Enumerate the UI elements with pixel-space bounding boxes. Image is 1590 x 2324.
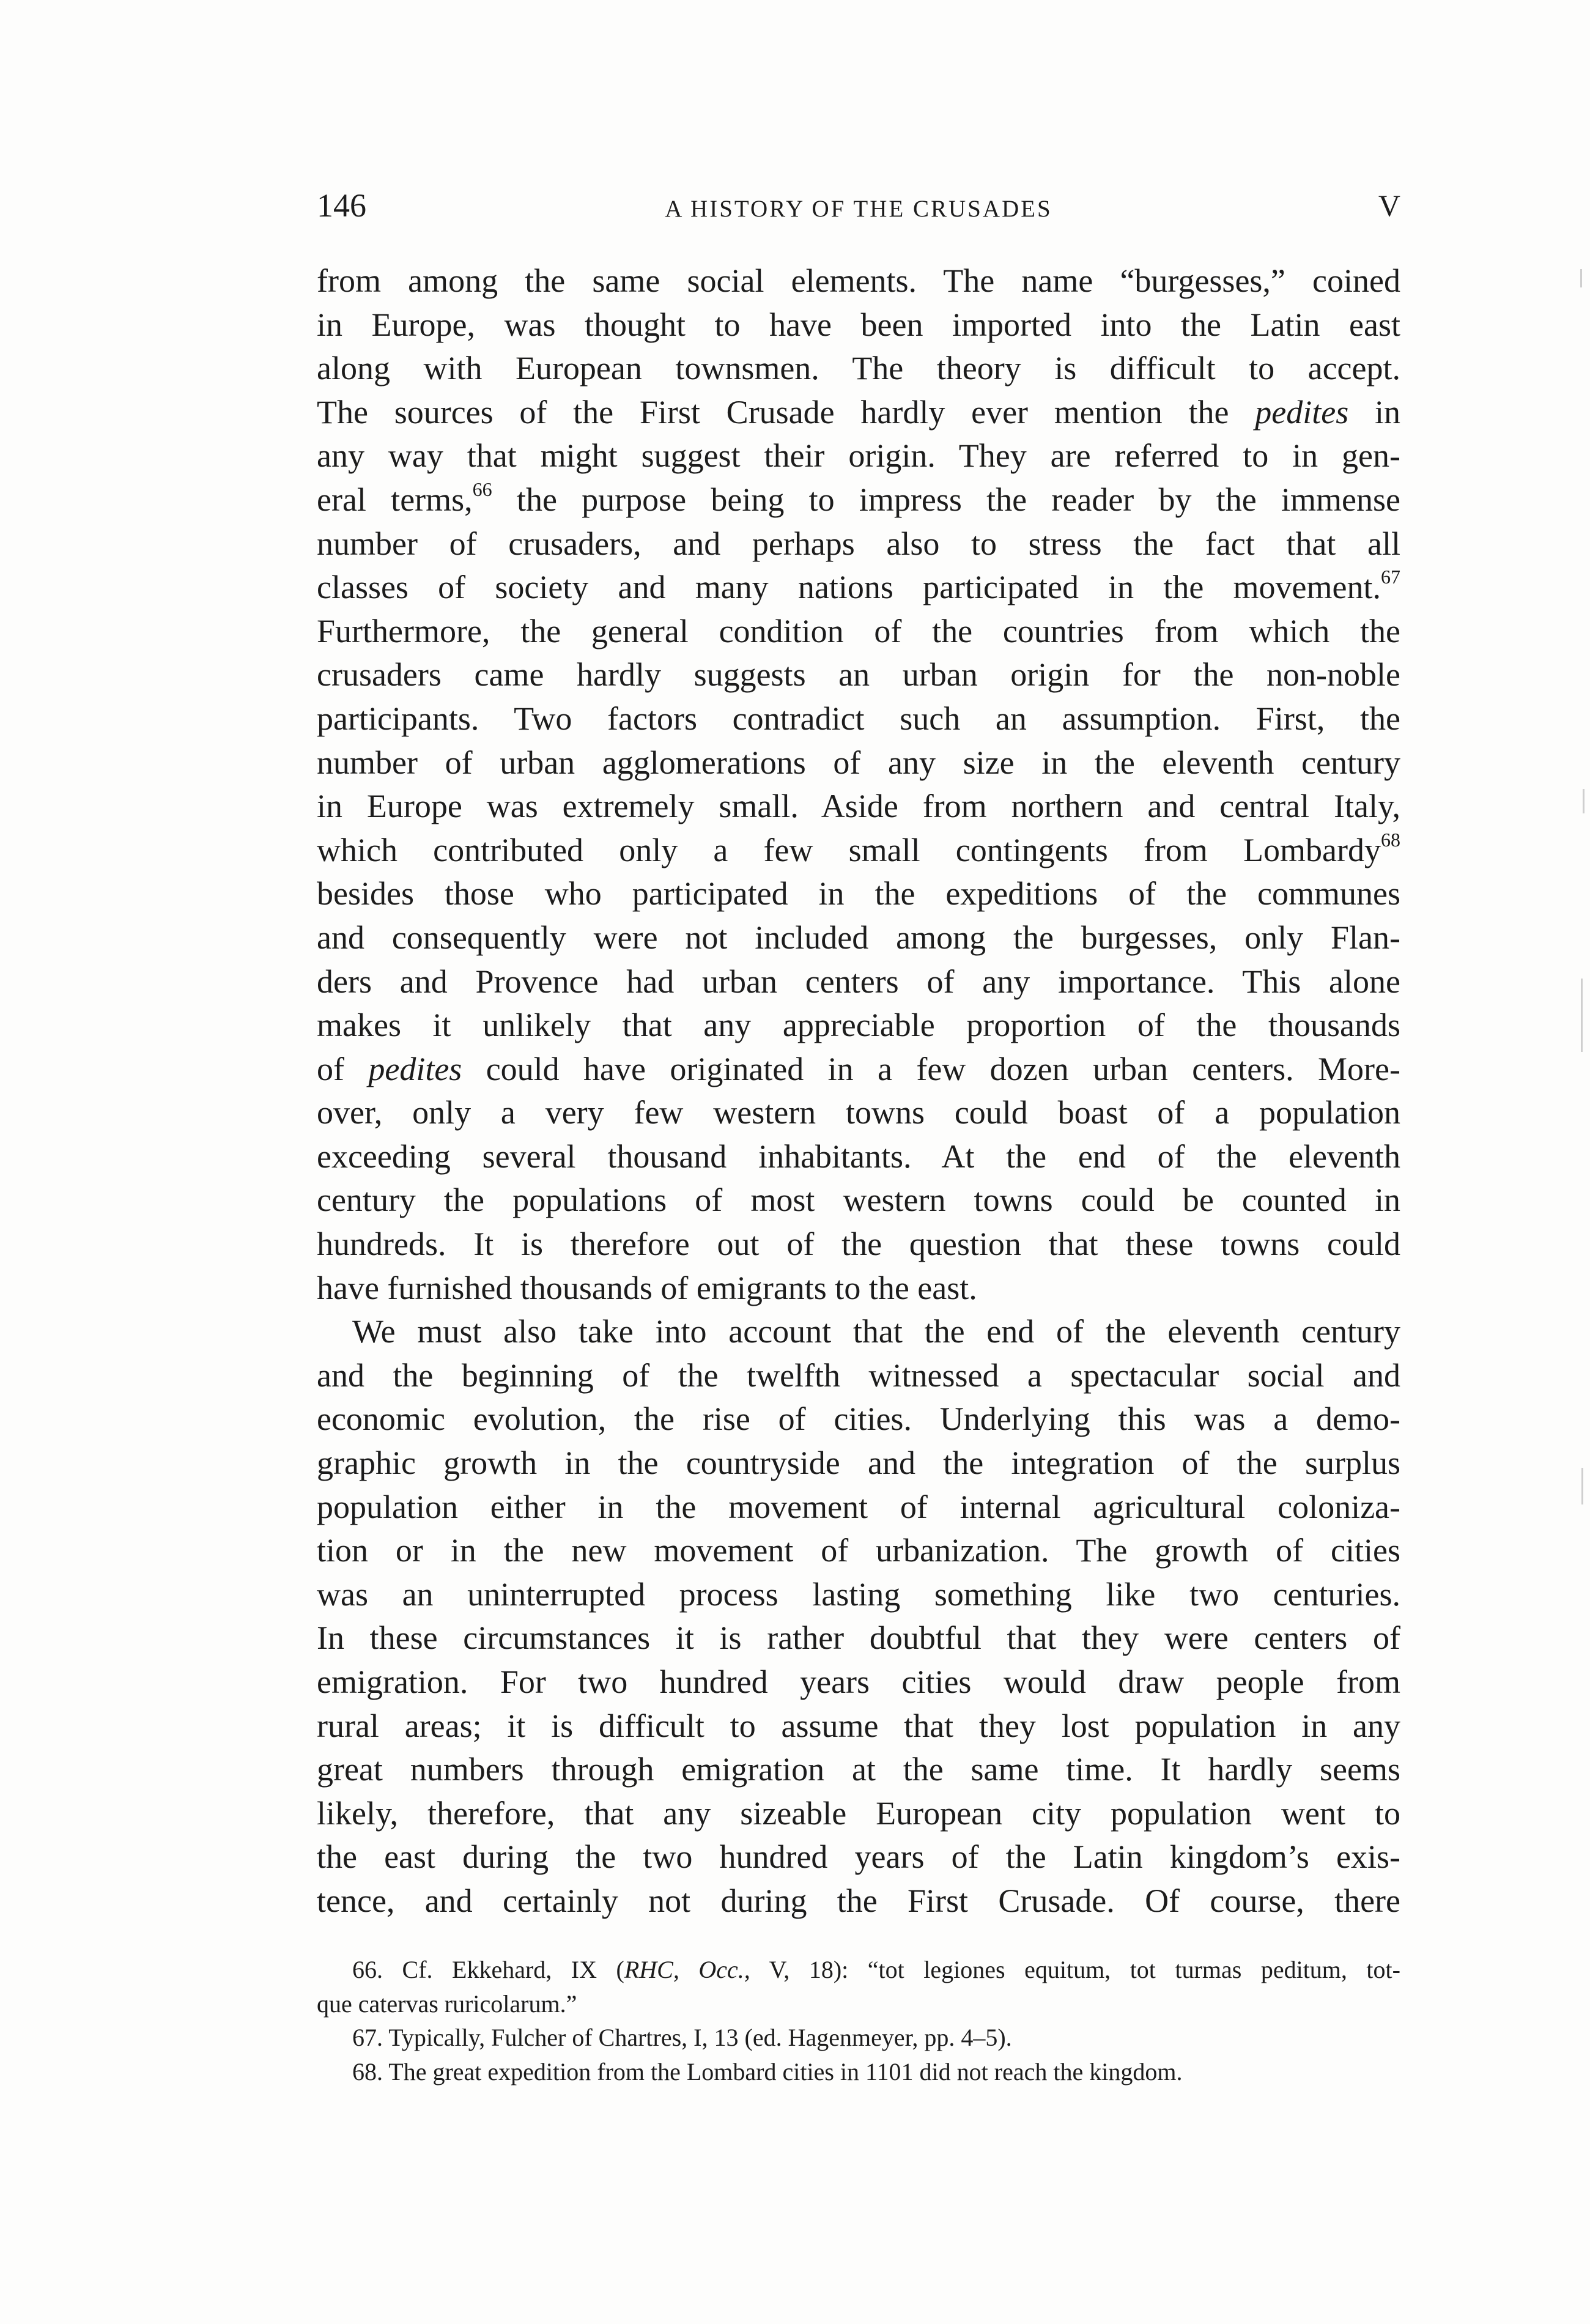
text-line: graphic growth in the countryside and the integration of the surplus <box>317 1445 1400 1482</box>
text-line: exceeding several thousand inhabitants. At the end of the eleventh <box>317 1138 1400 1175</box>
text-line <box>317 566 1400 610</box>
running-head <box>317 183 1400 228</box>
footnote-ref-66[interactable]: 66 <box>472 478 492 500</box>
text-span: 66. Cf. Ekkehard, IX ( <box>352 1956 624 1983</box>
text-span: in <box>1348 393 1400 431</box>
text-span: classes of society and many nations participated in the movement. <box>317 569 1381 606</box>
text-line: economic evolution, the rise of cities. Underlying this was a demo- <box>317 1401 1400 1438</box>
text-line: population either in the movement of internal agricultural coloniza- <box>317 1488 1400 1525</box>
text-line: tion or in the new movement of urbanization. The growth of cities <box>317 1532 1400 1569</box>
text-line: any way that might suggest their origin. They are referred to in gen- <box>317 437 1400 475</box>
text-line: number of urban agglomerations of any size in the eleventh century <box>317 744 1400 781</box>
text-line: the east during the two hundred years of the Latin kingdom’s exis- <box>317 1838 1400 1876</box>
text-line: over, only a very few western towns could boast of a population <box>317 1094 1400 1131</box>
text-line: number of crusaders, and perhaps also to stress the fact that all <box>317 525 1400 562</box>
text-span: eral terms, <box>317 481 473 518</box>
footnote-66-continued: que catervas ruricolarum.” <box>317 1989 577 2018</box>
text-line: likely, therefore, that any sizeable European city population went to <box>317 1794 1400 1832</box>
footnote-68: 68. The great expedition from the Lombard cities in 1101 did not reach the kingdom. <box>352 2057 1183 2085</box>
footnote-67: 67. Typically, Fulcher of Chartres, I, 13 (ed. Hagenmeyer, pp. 4–5). <box>352 2024 1012 2051</box>
text-line: in Europe, was thought to have been imported into the Latin east <box>317 306 1400 343</box>
text-line <box>317 829 1400 873</box>
italic-term: pedites <box>1255 393 1349 431</box>
text-span: could have originated in a few dozen urban centers. More- <box>462 1050 1400 1087</box>
text-span: the purpose being to impress the reader by the immense <box>492 481 1400 518</box>
footnote-ref-67[interactable]: 67 <box>1381 566 1400 588</box>
text-line: have furnished thousands of emigrants to the east. <box>317 1269 977 1306</box>
body-text <box>317 259 1400 1923</box>
text-span: The sources of the First Crusade hardly ever mention the <box>317 393 1255 431</box>
text-line: tence, and certainly not during the First Crusade. Of course, there <box>317 1882 1400 1919</box>
scan-speck <box>1583 789 1584 813</box>
text-line: rural areas; it is difficult to assume that they lost population in any <box>317 1707 1400 1744</box>
text-line: besides those who participated in the expeditions of the communes <box>317 875 1400 912</box>
text-line: from among the same social elements. The name “burgesses,” coined <box>317 262 1400 299</box>
text-line: along with European townsmen. The theory is difficult to accept. <box>317 350 1400 387</box>
text-line <box>317 391 1400 435</box>
scan-speck <box>1580 269 1582 287</box>
text-line: in Europe was extremely small. Aside from northern and central Italy, <box>317 788 1400 825</box>
scan-speck <box>1581 1468 1583 1504</box>
text-line: participants. Two factors contradict such an assumption. First, the <box>317 700 1400 737</box>
text-line: century the populations of most western towns could be counted in <box>317 1182 1400 1219</box>
text-line: makes it unlikely that any appreciable proportion of the thousands <box>317 1007 1400 1044</box>
book-title: A HISTORY OF THE CRUSADES <box>665 196 1052 222</box>
text-line: was an uninterrupted process lasting something like two centuries. <box>317 1575 1400 1613</box>
italic-term: pedites <box>368 1050 462 1087</box>
text-line: We must also take into account that the end of the eleventh century <box>352 1313 1400 1350</box>
scan-speck <box>1581 979 1583 1052</box>
text-line <box>317 478 1400 522</box>
footnotes <box>317 1953 1400 2089</box>
footnote-66 <box>317 1953 1400 1987</box>
italic-citation: RHC, Occ., <box>624 1956 750 1983</box>
text-line: hundreds. It is therefore out of the question that these towns could <box>317 1226 1400 1263</box>
text-line: Furthermore, the general condition of the countries from which the <box>317 612 1400 649</box>
text-span: V, 18): “tot legiones equitum, tot turmas peditum, tot- <box>750 1956 1400 1983</box>
footnote-ref-68[interactable]: 68 <box>1381 828 1400 851</box>
chapter-number: V <box>1378 188 1400 223</box>
text-line: crusaders came hardly suggests an urban origin for the non-noble <box>317 656 1400 694</box>
text-span: of <box>317 1050 369 1087</box>
text-line: great numbers through emigration at the same time. It hardly seems <box>317 1751 1400 1788</box>
text-line: ders and Provence had urban centers of any importance. This alone <box>317 963 1400 1000</box>
scan-edge-marks <box>1578 0 1590 2324</box>
text-line: and the beginning of the twelfth witnessed a spectacular social and <box>317 1356 1400 1394</box>
text-line <box>317 1048 1400 1092</box>
text-line: and consequently were not included among the burgesses, only Flan- <box>317 919 1400 956</box>
text-line: emigration. For two hundred years cities would draw people from <box>317 1663 1400 1700</box>
page-number: 146 <box>317 187 366 224</box>
text-line: In these circumstances it is rather doubtful that they were centers of <box>317 1619 1400 1657</box>
text-span: which contributed only a few small contingents from Lombardy <box>317 831 1381 868</box>
